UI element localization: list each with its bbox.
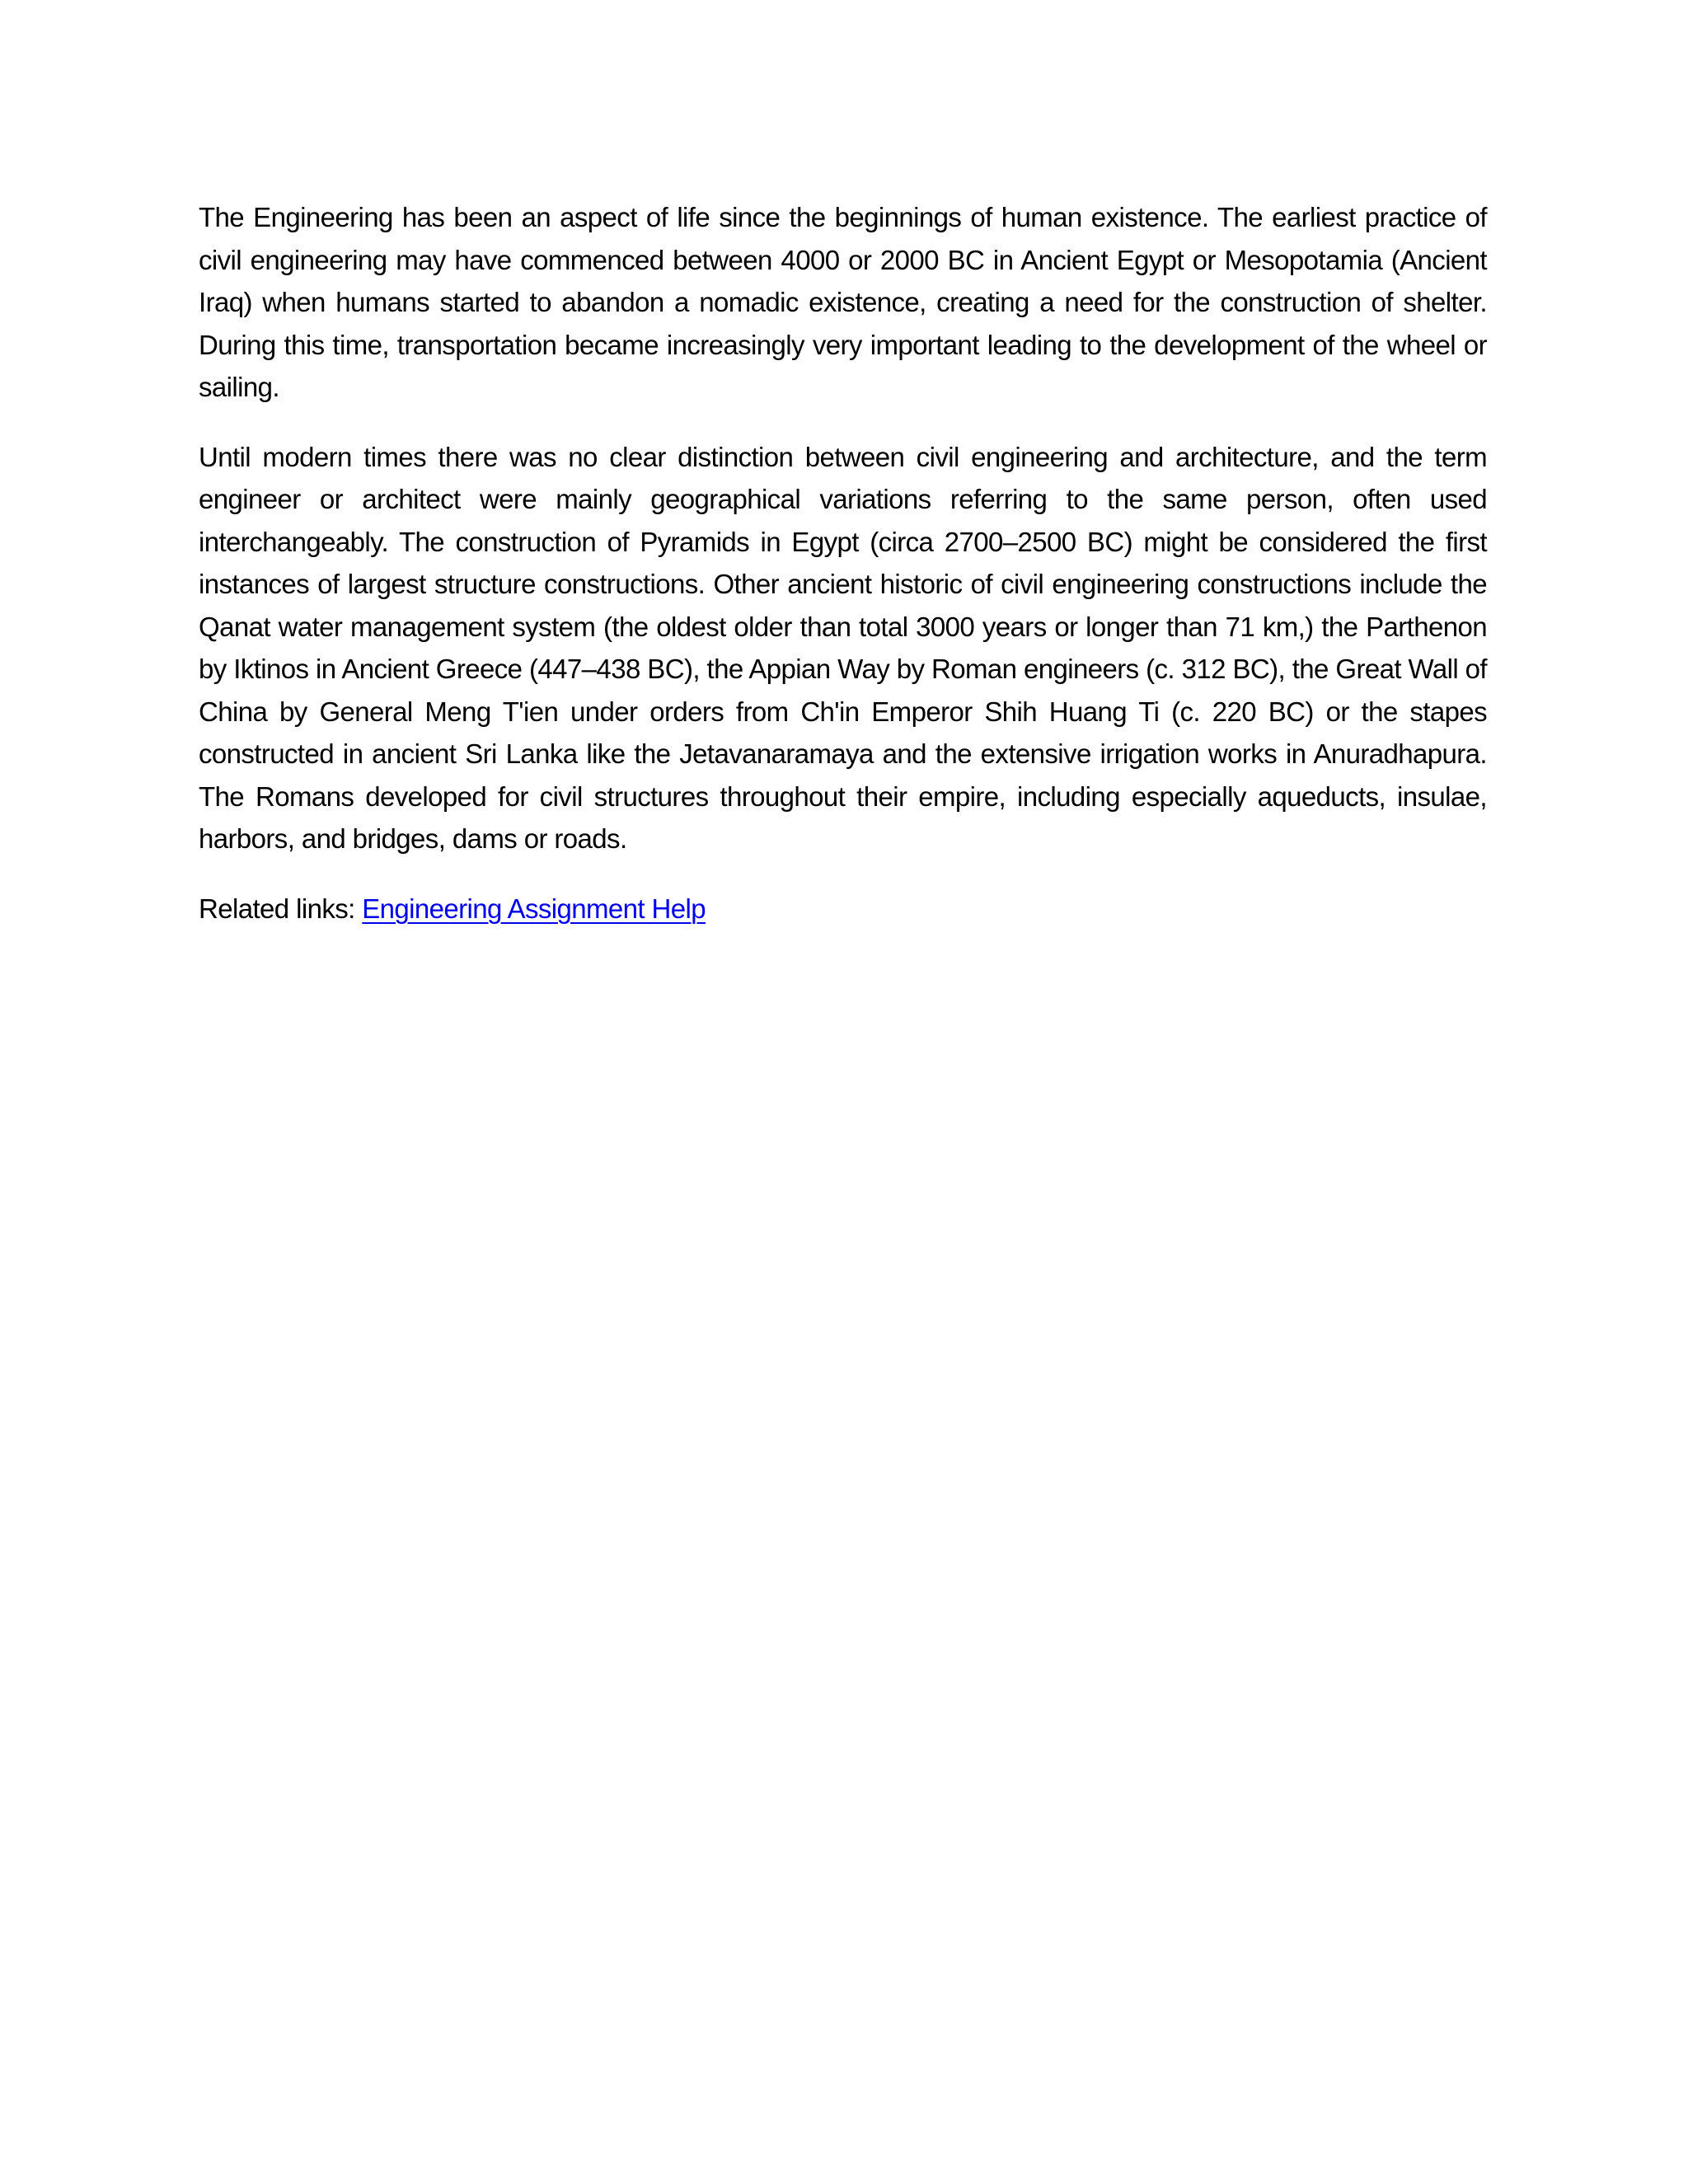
- related-links: [199, 888, 1487, 930]
- paragraph-civil-vs-architecture: Until modern times there was no clear distinction between civil engineering and architecture, and the term engineer or architect were mainly geographical variations referring to the same person, often used interchangeably. The construction of Pyramids in Egypt (circa 2700–2500 BC) might be considered the first instances of largest structure constructions. Other ancient historic of civil engineering constructions include the Qanat water management system (the oldest older than total 3000 years or longer than 71 km,) the Parthenon by Iktinos in Ancient Greece (447–438 BC), the Appian Way by Roman engineers (c. 312 BC), the Great Wall of China by General Meng T'ien under orders from Ch'in Emperor Shih Huang Ti (c. 220 BC) or the stapes constructed in ancient Sri Lanka like the Jetavanaramaya and the extensive irrigation works in Anuradhapura. The Romans developed for civil structures throughout their empire, including especially aqueducts, insulae, harbors, and bridges, dams or roads.: [199, 441, 1487, 854]
- document-body: [199, 196, 1487, 930]
- related-links-label: Related links:: [199, 893, 363, 924]
- engineering-assignment-help-link[interactable]: Engineering Assignment Help: [362, 893, 706, 924]
- paragraph-history-intro: The Engineering has been an aspect of life since the beginnings of human existence. The earliest practice of civil engineering may have commenced between 4000 or 2000 BC in Ancient Egypt or Mesopotamia (Ancient Iraq) when humans started to abandon a nomadic existence, creating a need for the construction of shelter. During this time, transportation became increasingly very important leading to the development of the wheel or sailing.: [199, 202, 1487, 402]
